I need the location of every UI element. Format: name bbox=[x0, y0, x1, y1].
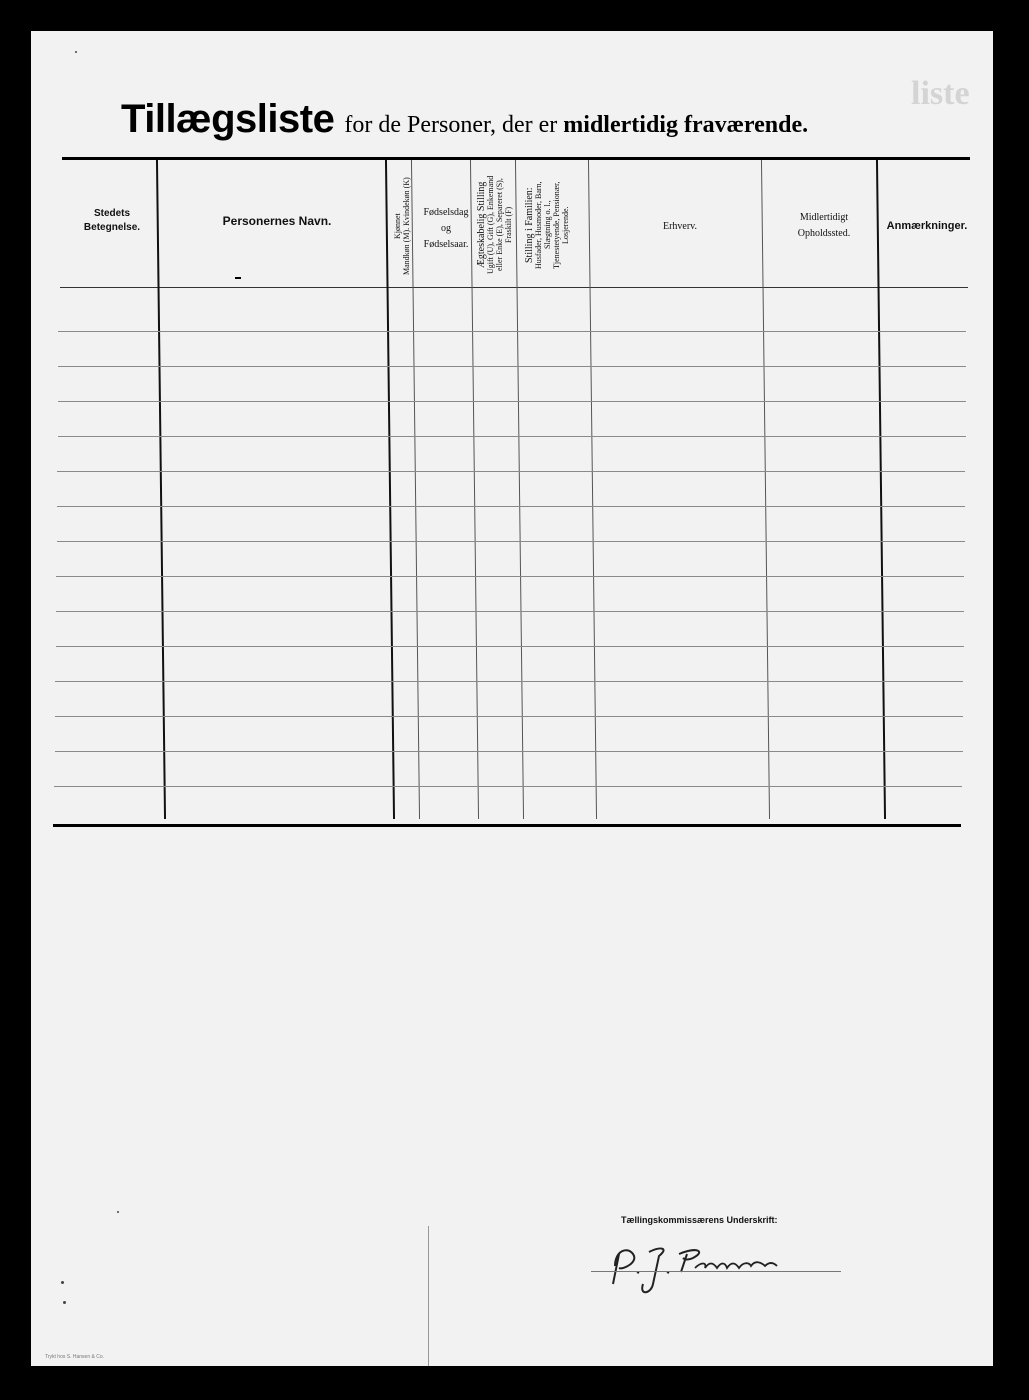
row-line bbox=[58, 436, 966, 437]
row-line bbox=[56, 576, 964, 577]
col-line-6 bbox=[588, 160, 597, 819]
row-line bbox=[58, 331, 966, 332]
title-emphasis: midlertidig fraværende. bbox=[563, 112, 809, 138]
header-kjonnet-line2: Mandkøn (M). Kvindekøn (K) bbox=[402, 177, 411, 275]
row-line bbox=[56, 646, 964, 647]
col-line-1 bbox=[156, 160, 166, 819]
header-stedets bbox=[67, 201, 157, 241]
bleed-through-text: liste bbox=[911, 75, 970, 112]
row-line bbox=[55, 751, 963, 752]
form-title bbox=[121, 97, 808, 142]
header-ophold-line1: Midlertidigt bbox=[799, 212, 849, 223]
header-navn bbox=[166, 206, 388, 236]
row-line bbox=[54, 786, 962, 787]
col-line-7 bbox=[761, 160, 770, 819]
bottom-rule bbox=[53, 824, 961, 827]
title-middle: for de Personer, der er bbox=[344, 112, 558, 138]
header-fodsels bbox=[417, 199, 475, 259]
specks bbox=[235, 277, 241, 279]
header-familie-line5: Losjerende. bbox=[561, 206, 570, 244]
row-line bbox=[58, 401, 966, 402]
census-sheet bbox=[31, 31, 993, 1366]
header-aegte-line1: Ægteskabelig Stilling bbox=[476, 181, 487, 269]
row-line bbox=[55, 716, 963, 717]
header-kjonnet-line1: Kjønnet bbox=[393, 213, 402, 239]
signature-label: Tællingskommissærens Underskrift: bbox=[621, 1215, 778, 1225]
header-erhverv bbox=[594, 211, 766, 241]
header-aegte-line2: Ugift (U), Gift (G), Enkemand bbox=[486, 175, 495, 275]
row-line bbox=[56, 611, 964, 612]
title-main: Tillægsliste bbox=[121, 97, 335, 141]
header-aegte-line3: eller Enke (E), Separeret (S), bbox=[495, 178, 504, 272]
header-anm-text: Anmærkninger. bbox=[886, 220, 968, 232]
top-rule bbox=[62, 157, 970, 160]
header-anmaerkninger bbox=[882, 211, 972, 241]
row-line bbox=[57, 506, 965, 507]
header-fodsels-line3: Fødselsaar. bbox=[423, 239, 469, 250]
header-familie bbox=[525, 165, 587, 285]
header-familie-line3: Slægtning o. l., bbox=[543, 200, 552, 250]
signature-image bbox=[609, 1226, 779, 1301]
specks bbox=[63, 1301, 66, 1304]
header-familie-line2: Husfader, Husmoder, Barn, bbox=[534, 181, 543, 269]
header-aegteskabelig bbox=[477, 165, 517, 285]
specks bbox=[75, 51, 77, 53]
header-aegte-line4: Fraskilt (F) bbox=[504, 206, 513, 244]
signature-divider bbox=[428, 1226, 429, 1366]
header-opholdssted bbox=[767, 206, 881, 246]
col-line-8 bbox=[876, 160, 886, 819]
header-navn-text: Personernes Navn. bbox=[222, 214, 332, 228]
specks bbox=[61, 1281, 64, 1284]
signature-line bbox=[591, 1271, 841, 1272]
specks bbox=[117, 1211, 119, 1213]
header-divider bbox=[60, 287, 968, 288]
header-ophold-line2: Opholdssted. bbox=[797, 228, 851, 239]
printer-note: Trykt hos S. Hansen & Co. bbox=[45, 1354, 105, 1360]
header-fodsels-line2: og bbox=[441, 223, 451, 234]
row-line bbox=[57, 541, 965, 542]
row-line bbox=[57, 471, 965, 472]
header-kjonnet bbox=[393, 167, 413, 285]
header-familie-line1: Stilling i Familien: bbox=[524, 187, 535, 263]
header-fodsels-line1: Fødselsdag bbox=[423, 207, 469, 218]
header-familie-line4: Tjenestetyende, Pensionær, bbox=[552, 181, 561, 269]
row-line bbox=[55, 681, 963, 682]
row-line bbox=[58, 366, 966, 367]
header-erhverv-text: Erhverv. bbox=[662, 220, 698, 232]
header-stedets-text: Stedets Betegnelse. bbox=[83, 208, 141, 233]
